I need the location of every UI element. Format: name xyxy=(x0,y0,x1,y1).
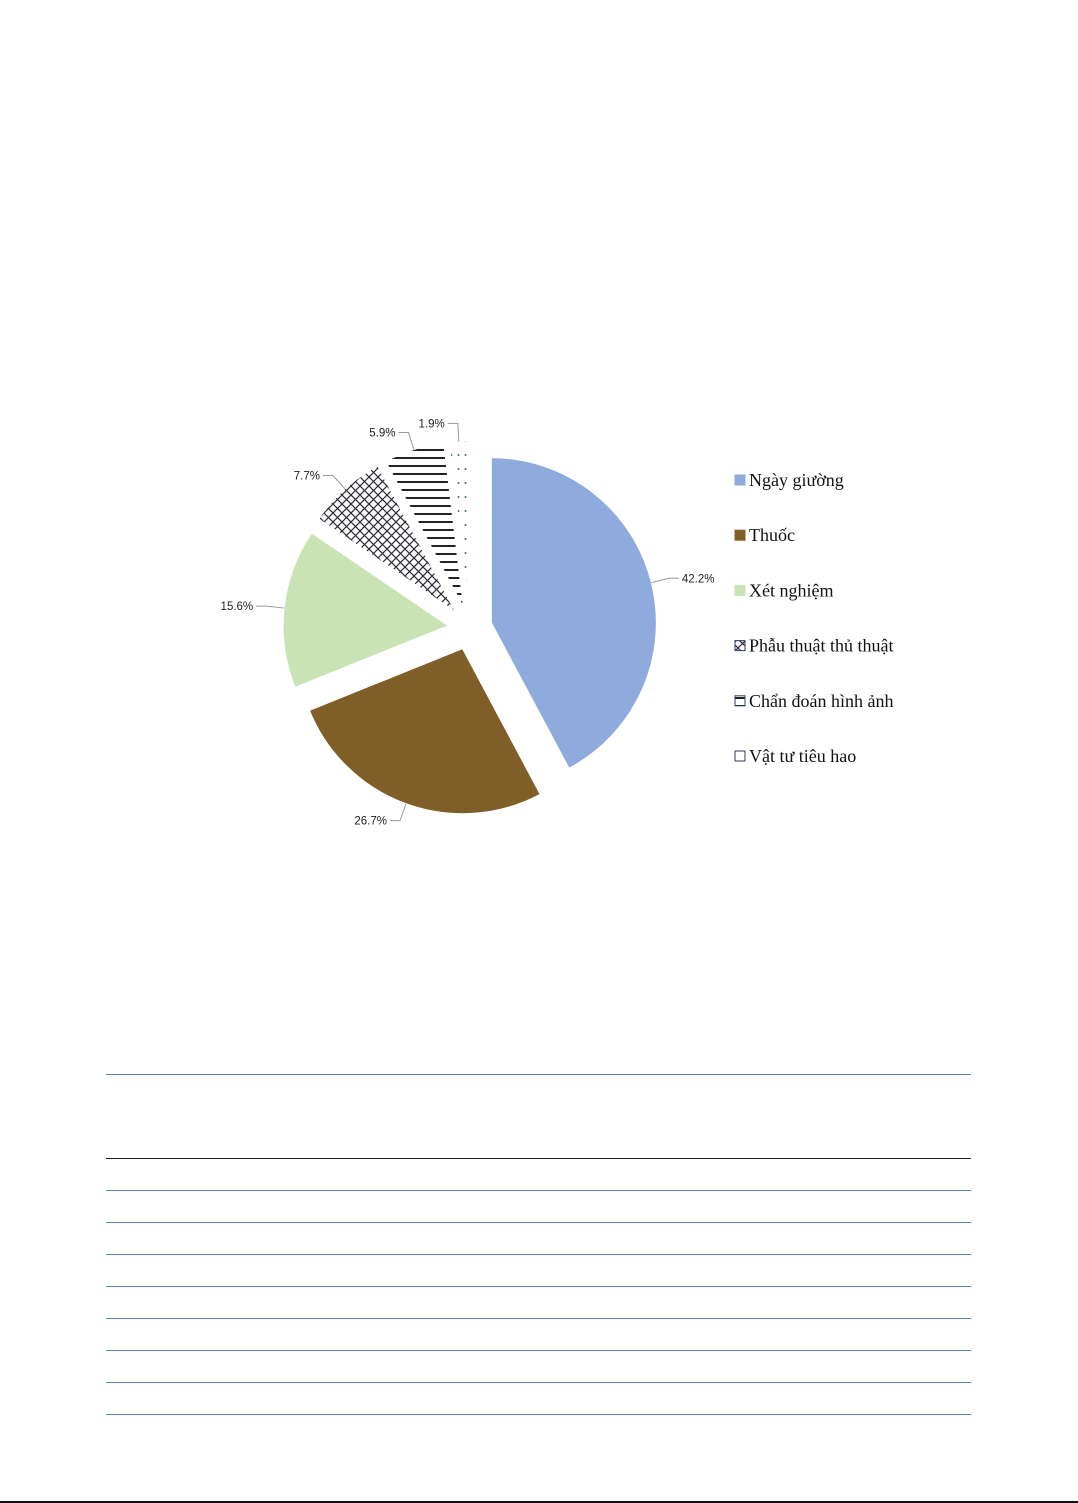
legend-swatch xyxy=(735,751,745,761)
table-row-rule xyxy=(106,1318,971,1319)
table-row-rule xyxy=(106,1222,971,1223)
legend-swatch xyxy=(735,696,745,706)
legend-swatch xyxy=(735,585,745,595)
data-label: 7.7% xyxy=(293,470,320,483)
table-row-rule xyxy=(106,1254,971,1255)
table-row-rule xyxy=(106,1350,971,1351)
legend-swatch xyxy=(735,475,745,485)
legend-swatch xyxy=(735,641,745,651)
table-row-rule xyxy=(106,1286,971,1287)
pie-slice-ngay-giuong xyxy=(491,458,656,769)
legend-label: Vật tư tiêu hao xyxy=(749,746,857,766)
data-label: 15.6% xyxy=(220,601,254,614)
table-header-rule xyxy=(106,1158,971,1159)
leader-line xyxy=(448,423,459,441)
data-label: 5.9% xyxy=(369,427,396,440)
data-label: 1.9% xyxy=(418,418,445,431)
leader-line xyxy=(323,476,345,489)
leader-line xyxy=(651,578,678,582)
legend-swatch xyxy=(735,530,745,540)
legend-label: Ngày giường xyxy=(749,470,844,490)
table-row-rule xyxy=(106,1382,971,1383)
legend-label: Xét nghiệm xyxy=(749,580,834,601)
legend-label: Thuốc xyxy=(749,525,795,546)
data-label: 42.2% xyxy=(681,573,715,586)
leader-line xyxy=(398,432,413,449)
table-row-rule xyxy=(106,1190,971,1191)
table-rule-top xyxy=(106,1074,971,1075)
pie-slice-thuoc xyxy=(309,649,540,814)
legend-label: Chẩn đoán hình ảnh xyxy=(749,690,894,711)
leader-line xyxy=(390,804,406,821)
leader-line xyxy=(256,606,284,608)
data-label: 26.7% xyxy=(354,815,387,828)
table-row-rule xyxy=(106,1414,971,1415)
legend-label: Phẫu thuật thủ thuật xyxy=(749,635,894,656)
